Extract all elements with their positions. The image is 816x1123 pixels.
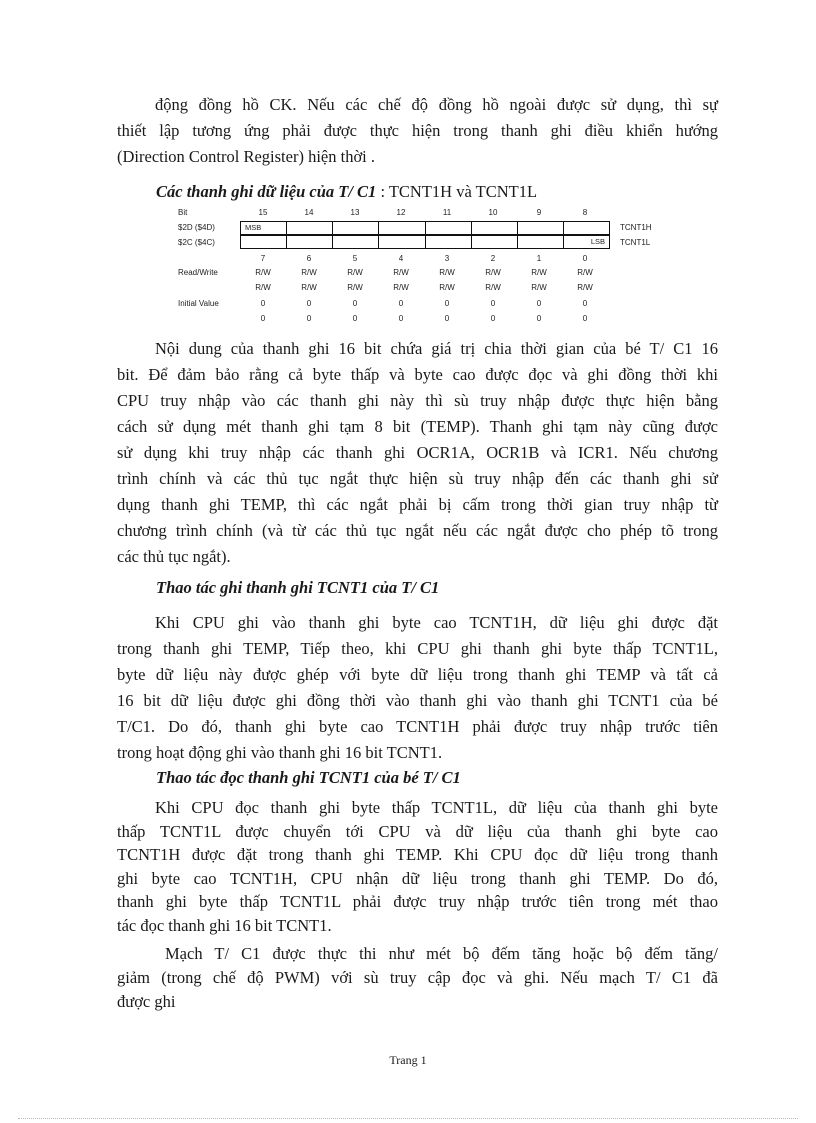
paragraph-line: sử dụng khi truy nhập các thanh ghi OCR1A, OCR1B và ICR1. Nếu chương xyxy=(117,443,718,462)
bit-number: 14 xyxy=(304,208,314,217)
bit-number: 12 xyxy=(396,208,406,217)
paragraph-line: trong hoạt động ghi vào thanh ghi 16 bit TCNT1. xyxy=(117,743,443,762)
register-cell xyxy=(518,222,564,234)
paragraph-line: trình chính và các thủ tục ngắt thực hiện sù truy nhập đến các thanh ghi sử xyxy=(117,469,718,488)
paragraph-line: trong thanh ghi TEMP, Tiếp theo, khi CPU ghi thanh ghi byte thấp TCNT1L, xyxy=(117,639,718,658)
rw-value: R/W xyxy=(439,268,455,277)
paragraph-1 xyxy=(117,92,718,170)
initial-value: 0 xyxy=(536,299,542,308)
rw-value: R/W xyxy=(301,268,317,277)
register-row-low xyxy=(240,235,610,249)
register-cell xyxy=(287,236,333,248)
bit-number: 7 xyxy=(260,254,266,263)
bit-number: 8 xyxy=(582,208,588,217)
initial-value: 0 xyxy=(306,299,312,308)
rw-value: R/W xyxy=(347,283,363,292)
read-write-label: Read/Write xyxy=(178,268,218,277)
paragraph-line: tác đọc thanh ghi 16 bit TCNT1. xyxy=(117,915,332,935)
paragraph-line: ghi byte cao TCNT1H, CPU nhận dữ liệu trong thanh ghi TEMP. Do đó, xyxy=(117,868,718,888)
section-heading-write: Thao tác ghi thanh ghi TCNT1 của T/ C1 xyxy=(156,578,440,597)
bit-number: 6 xyxy=(306,254,312,263)
paragraph-line: được ghi xyxy=(117,992,176,1011)
section-heading-read: Thao tác đọc thanh ghi TCNT1 của bé T/ C1 xyxy=(156,768,461,787)
paragraph-line: 16 bit dữ liệu được ghi đồng thời vào thanh ghi vào thanh ghi TCNT1 của bé xyxy=(117,691,718,710)
register-cell xyxy=(379,222,425,234)
paragraph-line: Khi CPU ghi vào thanh ghi byte cao TCNT1H, dữ liệu ghi được đặt xyxy=(155,613,718,632)
paragraph-2 xyxy=(117,336,718,570)
heading-italic-text: Các thanh ghi dữ liệu của T/ C1 xyxy=(156,182,377,201)
initial-value: 0 xyxy=(490,299,496,308)
msb-label: MSB xyxy=(245,223,262,232)
initial-value: 0 xyxy=(490,314,496,323)
paragraph-line: giảm (trong chế độ PWM) với sù truy cập đọc và ghi. Nếu mạch T/ C1 đã xyxy=(117,968,718,987)
paragraph-line: Nội dung của thanh ghi 16 bit chứa giá trị chia thời gian của bé T/ C1 16 xyxy=(155,339,718,358)
bit-number: 13 xyxy=(350,208,360,217)
initial-value: 0 xyxy=(582,314,588,323)
bit-number: 9 xyxy=(536,208,542,217)
paragraph-line: CPU truy nhập vào các thanh ghi này thì sù truy nhập được thực hiện bằng xyxy=(117,391,718,410)
register-address-low: $2C ($4C) xyxy=(178,238,215,247)
paragraph-line: byte dữ liệu này được ghép với byte dữ liệu trong thanh ghi TEMP và tất cả xyxy=(117,665,718,684)
paragraph-5 xyxy=(117,942,718,1014)
register-cell xyxy=(287,222,333,234)
register-cell xyxy=(426,222,472,234)
register-diagram xyxy=(170,206,670,328)
paragraph-line: bit. Để đảm bảo rằng cả byte thấp và byte cao được đọc và ghi đồng thời khi xyxy=(117,365,718,384)
paragraph-line: Mạch T/ C1 được thực thi như mét bộ đếm tăng hoặc bộ đếm tăng/ xyxy=(165,944,718,963)
bit-number: 10 xyxy=(488,208,498,217)
rw-value: R/W xyxy=(485,268,501,277)
bit-number: 11 xyxy=(442,208,452,217)
rw-value: R/W xyxy=(301,283,317,292)
rw-value: R/W xyxy=(485,283,501,292)
rw-value: R/W xyxy=(439,283,455,292)
page-bottom-divider xyxy=(18,1118,798,1119)
lsb-label: LSB xyxy=(590,237,605,246)
paragraph-line: Khi CPU đọc thanh ghi byte thấp TCNT1L, dữ liệu của thanh ghi byte xyxy=(155,798,718,817)
paragraph-line: thanh ghi byte thấp TCNT1L phải được truy nhập trước tiên trong mét thao xyxy=(117,892,718,911)
paragraph-line: các thủ tục ngắt). xyxy=(117,547,231,566)
section-heading-registers xyxy=(156,182,537,202)
initial-value: 0 xyxy=(352,299,358,308)
register-cell xyxy=(426,236,472,248)
register-cell xyxy=(379,236,425,248)
register-address-high: $2D ($4D) xyxy=(178,223,215,232)
bit-number: 1 xyxy=(536,254,542,263)
rw-value: R/W xyxy=(255,283,271,292)
register-cell xyxy=(333,222,379,234)
register-name-high: TCNT1H xyxy=(620,223,652,232)
initial-value: 0 xyxy=(352,314,358,323)
paragraph-line: động đồng hồ CK. Nếu các chế độ đồng hồ ngoài được sử dụng, thì sự xyxy=(155,95,718,114)
initial-value: 0 xyxy=(582,299,588,308)
rw-value: R/W xyxy=(577,268,593,277)
paragraph-line: thiết lập tương ứng phải được thực hiện trong thanh ghi điều khiển hướng xyxy=(117,121,718,140)
heading-normal-text: : TCNT1H và TCNT1L xyxy=(380,182,538,201)
initial-value: 0 xyxy=(398,314,404,323)
initial-value: 0 xyxy=(444,314,450,323)
paragraph-line: thấp TCNT1L được chuyển tới CPU và dữ liệu của thanh ghi byte cao xyxy=(117,821,718,841)
bit-number: 2 xyxy=(490,254,496,263)
register-cell xyxy=(472,222,518,234)
rw-value: R/W xyxy=(347,268,363,277)
initial-value: 0 xyxy=(444,299,450,308)
register-name-low: TCNT1L xyxy=(620,238,651,247)
paragraph-line: chương trình chính (và từ các thủ tục ngắt nếu các ngắt được cho phép tõ trong xyxy=(117,521,718,540)
bit-number: 15 xyxy=(258,208,268,217)
page-number: Trang 1 xyxy=(389,1053,427,1067)
initial-value: 0 xyxy=(398,299,404,308)
paragraph-line: dụng thanh ghi TEMP, thì các ngắt phải bị cấm trong thời gian truy nhập từ xyxy=(117,495,718,514)
paragraph-4 xyxy=(117,796,718,937)
register-cell xyxy=(518,236,564,248)
rw-value: R/W xyxy=(577,283,593,292)
rw-value: R/W xyxy=(255,268,271,277)
rw-value: R/W xyxy=(531,268,547,277)
register-cell xyxy=(241,222,287,234)
paragraph-line: (Direction Control Register) hiện thời . xyxy=(117,147,376,166)
paragraph-line: T/C1. Do đó, thanh ghi byte cao TCNT1H phải được truy nhập trước tiên xyxy=(117,717,718,736)
register-cell xyxy=(472,236,518,248)
bit-number: 5 xyxy=(352,254,358,263)
paragraph-line: cách sử dụng mét thanh ghi tạm 8 bit (TEMP). Thanh ghi tạm này cũng được xyxy=(117,417,718,436)
paragraph-line: TCNT1H được đặt trong thanh ghi TEMP. Khi CPU đọc dữ liệu trong thanh xyxy=(117,845,718,864)
register-cell xyxy=(564,236,609,248)
bit-number: 4 xyxy=(398,254,404,263)
rw-value: R/W xyxy=(393,283,409,292)
bit-number: 3 xyxy=(444,254,450,263)
register-cell xyxy=(333,236,379,248)
bit-label: Bit xyxy=(178,208,188,217)
bit-number: 0 xyxy=(582,254,588,263)
register-cell xyxy=(241,236,287,248)
paragraph-3 xyxy=(117,610,718,766)
register-cell xyxy=(564,222,609,234)
register-row-high xyxy=(240,221,610,235)
initial-value: 0 xyxy=(536,314,542,323)
initial-value: 0 xyxy=(260,299,266,308)
initial-value: 0 xyxy=(306,314,312,323)
initial-value: 0 xyxy=(260,314,266,323)
initial-value-label: Initial Value xyxy=(178,299,219,308)
rw-value: R/W xyxy=(393,268,409,277)
rw-value: R/W xyxy=(531,283,547,292)
